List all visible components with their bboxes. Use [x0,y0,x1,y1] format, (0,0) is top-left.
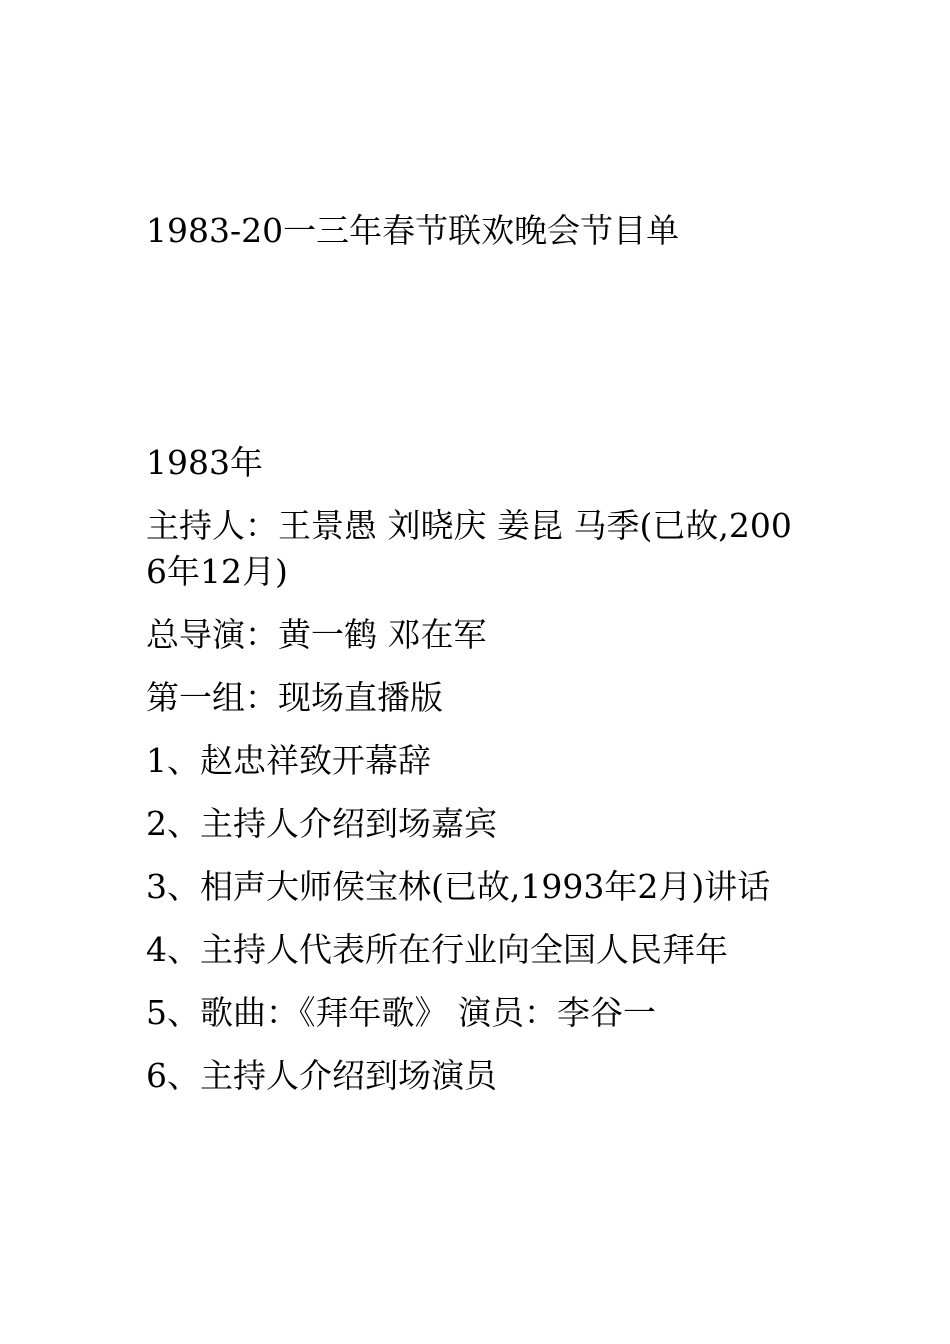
program-item: 3、相声大师侯宝林(已故,1993年2月)讲话 [146,867,771,906]
document-title: 1983-20一三年春节联欢晚会节目单 [146,211,680,250]
hosts-line: 主持人：王景愚 刘晓庆 姜昆 马季(已故,2006年12月) [146,506,792,591]
program-item: 1、赵忠祥致开幕辞 [146,741,431,780]
document-body [146,440,796,1116]
director-line: 总导演：黄一鹤 邓在军 [146,615,487,654]
group-heading: 第一组：现场直播版 [146,678,443,717]
program-item: 2、主持人介绍到场嘉宾 [146,804,497,843]
year-heading: 1983年 [146,443,263,482]
program-item: 6、主持人介绍到场演员 [146,1056,497,1095]
program-item: 4、主持人代表所在行业向全国人民拜年 [146,930,728,969]
program-item: 5、歌曲：《拜年歌》 演员：李谷一 [146,993,656,1032]
